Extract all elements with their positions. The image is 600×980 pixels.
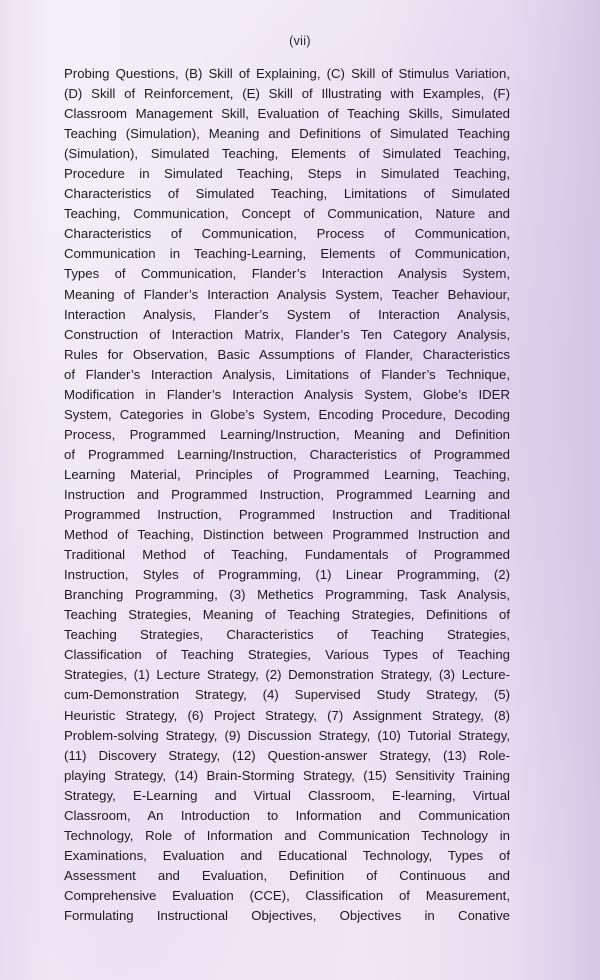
text-line: Instruction, Styles of Programming, (1) Linear Programming, (2) [64, 567, 510, 583]
text-line: Communication in Teaching-Learning, Elements of Communication, [64, 246, 510, 262]
text-line: (Simulation), Simulated Teaching, Elements of Simulated Teaching, [64, 146, 510, 162]
text-line: Teaching Strategies, Meaning of Teaching Strategies, Definitions of [64, 607, 510, 623]
text-line: Probing Questions, (B) Skill of Explaining, (C) Skill of Stimulus Variation, [64, 66, 510, 81]
text-line: Meaning of Flander’s Interaction Analysis System, Teacher Behaviour, [64, 286, 510, 302]
text-line: Strategy, E-Learning and Virtual Classroom, E-learning, Virtual [64, 787, 510, 803]
text-line: Assessment and Evaluation, Definition of Continuous and [64, 867, 510, 883]
text-line: Comprehensive Evaluation (CCE), Classification of Measurement, [64, 887, 510, 903]
text-line: playing Strategy, (14) Brain-Storming Strategy, (15) Sensitivity Training [64, 767, 510, 783]
text-line: of Flander’s Interaction Analysis, Limitations of Flander’s Technique, [64, 366, 510, 382]
text-line: Teaching Strategies, Characteristics of Teaching Strategies, [64, 627, 510, 643]
text-line: Strategies, (1) Lecture Strategy, (2) Demonstration Strategy, (3) Lecture- [64, 667, 510, 683]
text-line: Process, Programmed Learning/Instruction, Meaning and Definition [64, 426, 510, 442]
text-line: cum-Demonstration Strategy, (4) Supervised Study Strategy, (5) [64, 687, 510, 703]
text-line: Technology, Role of Information and Communication Technology in [64, 827, 510, 843]
text-line: Modification in Flander’s Interaction Analysis System, Globe’s IDER [64, 386, 510, 402]
text-line: System, Categories in Globe’s System, Encoding Procedure, Decoding [64, 406, 510, 422]
page-number: (vii) [289, 34, 311, 48]
text-line: Heuristic Strategy, (6) Project Strategy, (7) Assignment Strategy, (8) [64, 707, 510, 723]
text-line: Classification of Teaching Strategies, Various Types of Teaching [64, 647, 510, 663]
text-line: Interaction Analysis, Flander’s System of Interaction Analysis, [64, 306, 510, 322]
text-line: (11) Discovery Strategy, (12) Question-answer Strategy, (13) Role- [64, 747, 510, 763]
text-line: Instruction and Programmed Instruction, Programmed Learning and [64, 486, 510, 502]
text-line: Characteristics of Communication, Process of Communication, [64, 226, 510, 242]
contents-paragraph [64, 64, 510, 926]
text-line: Characteristics of Simulated Teaching, Limitations of Simulated [64, 186, 510, 202]
text-line: Procedure in Simulated Teaching, Steps in Simulated Teaching, [64, 166, 510, 182]
text-line: Rules for Observation, Basic Assumptions of Flander, Characteristics [64, 346, 510, 362]
text-line: Construction of Interaction Matrix, Flander’s Ten Category Analysis, [64, 326, 510, 342]
text-line: Branching Programming, (3) Methetics Programming, Task Analysis, [64, 587, 510, 603]
text-line: Formulating Instructional Objectives, Objectives in Conative [64, 907, 510, 923]
text-line: of Programmed Learning/Instruction, Characteristics of Programmed [64, 446, 510, 462]
text-line: Teaching, Communication, Concept of Communication, Nature and [64, 206, 510, 222]
text-line: Problem-solving Strategy, (9) Discussion Strategy, (10) Tutorial Strategy, [64, 727, 510, 743]
text-line: Method of Teaching, Distinction between Programmed Instruction and [64, 527, 510, 543]
text-line: Programmed Instruction, Programmed Instruction and Traditional [64, 507, 510, 523]
text-line: Teaching (Simulation), Meaning and Definitions of Simulated Teaching [64, 126, 510, 142]
text-line: Traditional Method of Teaching, Fundamentals of Programmed [64, 547, 510, 563]
text-line: Types of Communication, Flander’s Interaction Analysis System, [64, 266, 510, 282]
page-bleed-shadow [510, 0, 600, 980]
text-line: Classroom Management Skill, Evaluation of Teaching Skills, Simulated [64, 106, 510, 122]
text-line: Learning Material, Principles of Programmed Learning, Teaching, [64, 466, 510, 482]
text-line: (D) Skill of Reinforcement, (E) Skill of Illustrating with Examples, (F) [64, 86, 510, 102]
text-line: Examinations, Evaluation and Educational Technology, Types of [64, 847, 510, 863]
text-line: Classroom, An Introduction to Information and Communication [64, 807, 510, 823]
